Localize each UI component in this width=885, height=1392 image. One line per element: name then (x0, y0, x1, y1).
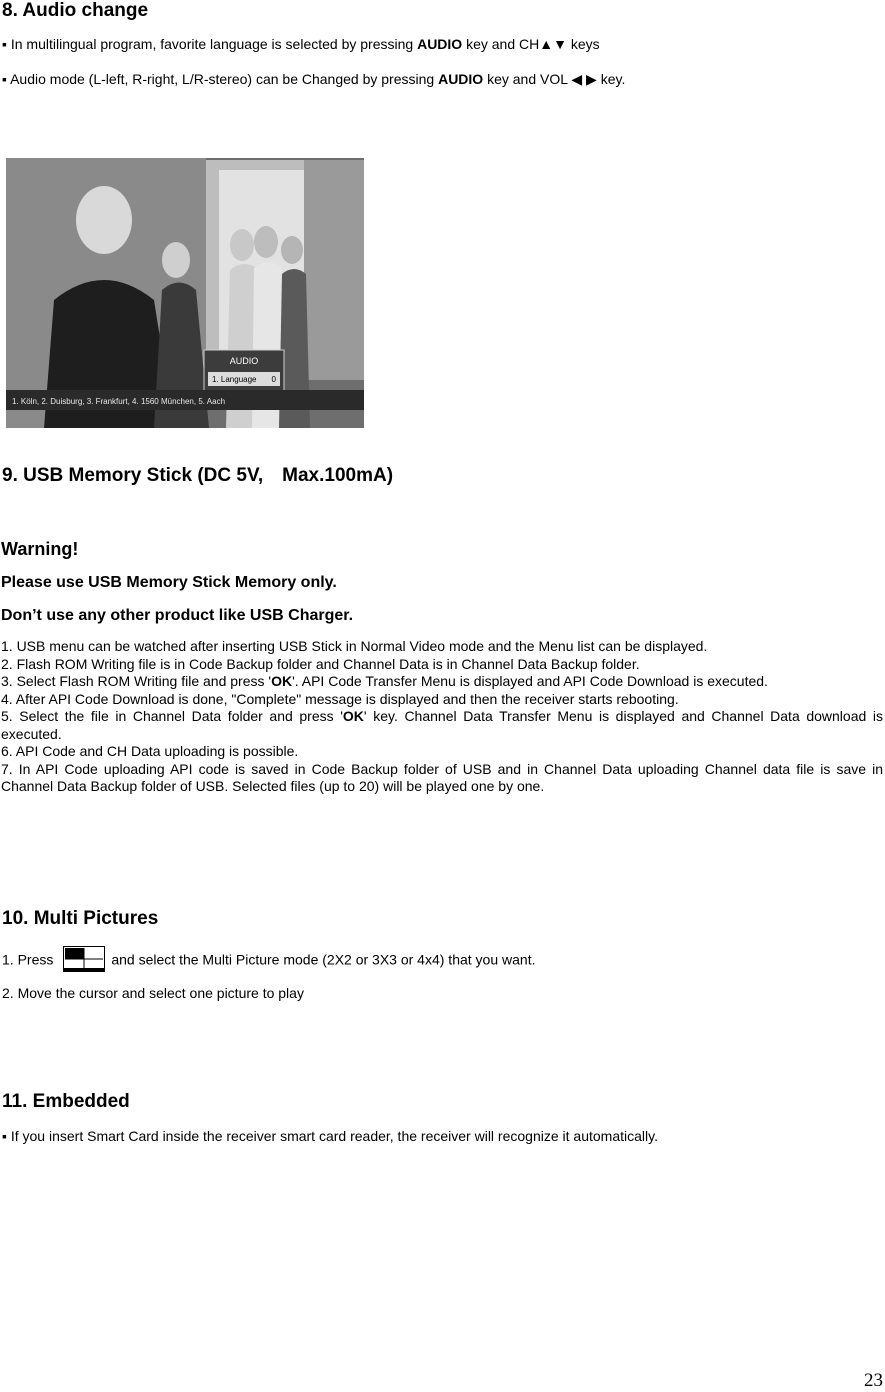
multi-picture-key-icon (63, 946, 105, 976)
multi-picture-line-2: 2. Move the cursor and select one picture to play (2, 985, 304, 1001)
audio-language-text-end: key and CH▲▼ keys (462, 36, 600, 52)
audio-mode-line (2, 71, 625, 88)
page-number: 23 (864, 1370, 883, 1391)
osd-menu-title: AUDIO (229, 356, 259, 366)
audio-mode-text: ▪ Audio mode (L-left, R-right, L/R-stereo) can be Changed by pressing (2, 71, 439, 87)
multi-picture-line-1 (2, 946, 535, 976)
tv-screen-photo (4, 150, 370, 438)
audio-language-text: ▪ In multilingual program, favorite language is selected by pressing (2, 36, 418, 52)
osd-channel-bar: 1. Köln, 2. Duisburg, 3. Frankfurt, 4. 1560 München, 5. Aach (12, 397, 226, 406)
audio-mode-text-end: key and VOL ◀ ▶ key. (483, 71, 626, 87)
audio-key-label: AUDIO (417, 36, 463, 52)
section-11-heading: 11. Embedded (2, 1091, 130, 1112)
list-item: 2. Flash ROM Writing file is in Code Backup folder and Channel Data is in Channel Data Backup folder. (1, 655, 640, 672)
osd-menu-item: 1. Language (212, 375, 257, 384)
list-item: 3. Select Flash ROM Writing file and press 'OK'. API Code Transfer Menu is displayed and API Code Download is executed. (1, 673, 768, 689)
multi-picture-text: 1. Press (2, 951, 54, 968)
list-item: 1. USB menu can be watched after inserting USB Stick in Normal Video mode and the Menu list can be displayed. (1, 638, 708, 654)
audio-language-line (2, 36, 600, 53)
audio-key-label-2: AUDIO (438, 71, 484, 87)
list-item: 5. Select the file in Channel Data folder and press 'OK' key. Channel Data Transfer Menu is displayed and Channel Data download is executed. (1, 708, 883, 742)
list-item: 6. API Code and CH Data uploading is possible. (1, 743, 299, 759)
osd-menu-value: 0 (271, 375, 276, 384)
section-10-heading: 10. Multi Pictures (2, 908, 159, 929)
list-item: 7. In API Code uploading API code is saved in Code Backup folder of USB and in Channel Data uploading Channel data file is save in Channel Data Backup folder of USB. Selected files (up to 20) will be played one by one. (1, 760, 883, 794)
section-8-heading: 8. Audio change (2, 0, 149, 21)
multi-picture-text-end: and select the Multi Picture mode (2X2 or 3X3 or 4x4) that you want. (111, 951, 536, 968)
section-9-heading: 9. USB Memory Stick (DC 5V, Max.100mA) (2, 465, 394, 486)
list-item: 4. After API Code Download is done, "Complete" message is displayed and then the receiver starts rebooting. (1, 690, 679, 707)
usb-instructions-list (1, 638, 883, 796)
ok-key-label: OK (271, 673, 293, 689)
warning-line-1: Please use USB Memory Stick Memory only. (1, 574, 337, 591)
warning-title: Warning! (1, 539, 79, 559)
ok-key-label: OK (342, 708, 364, 724)
embedded-line: ▪ If you insert Smart Card inside the receiver smart card reader, the receiver will recognize it automatically. (2, 1128, 658, 1144)
warning-line-2: Don’t use any other product like USB Charger. (1, 607, 354, 624)
